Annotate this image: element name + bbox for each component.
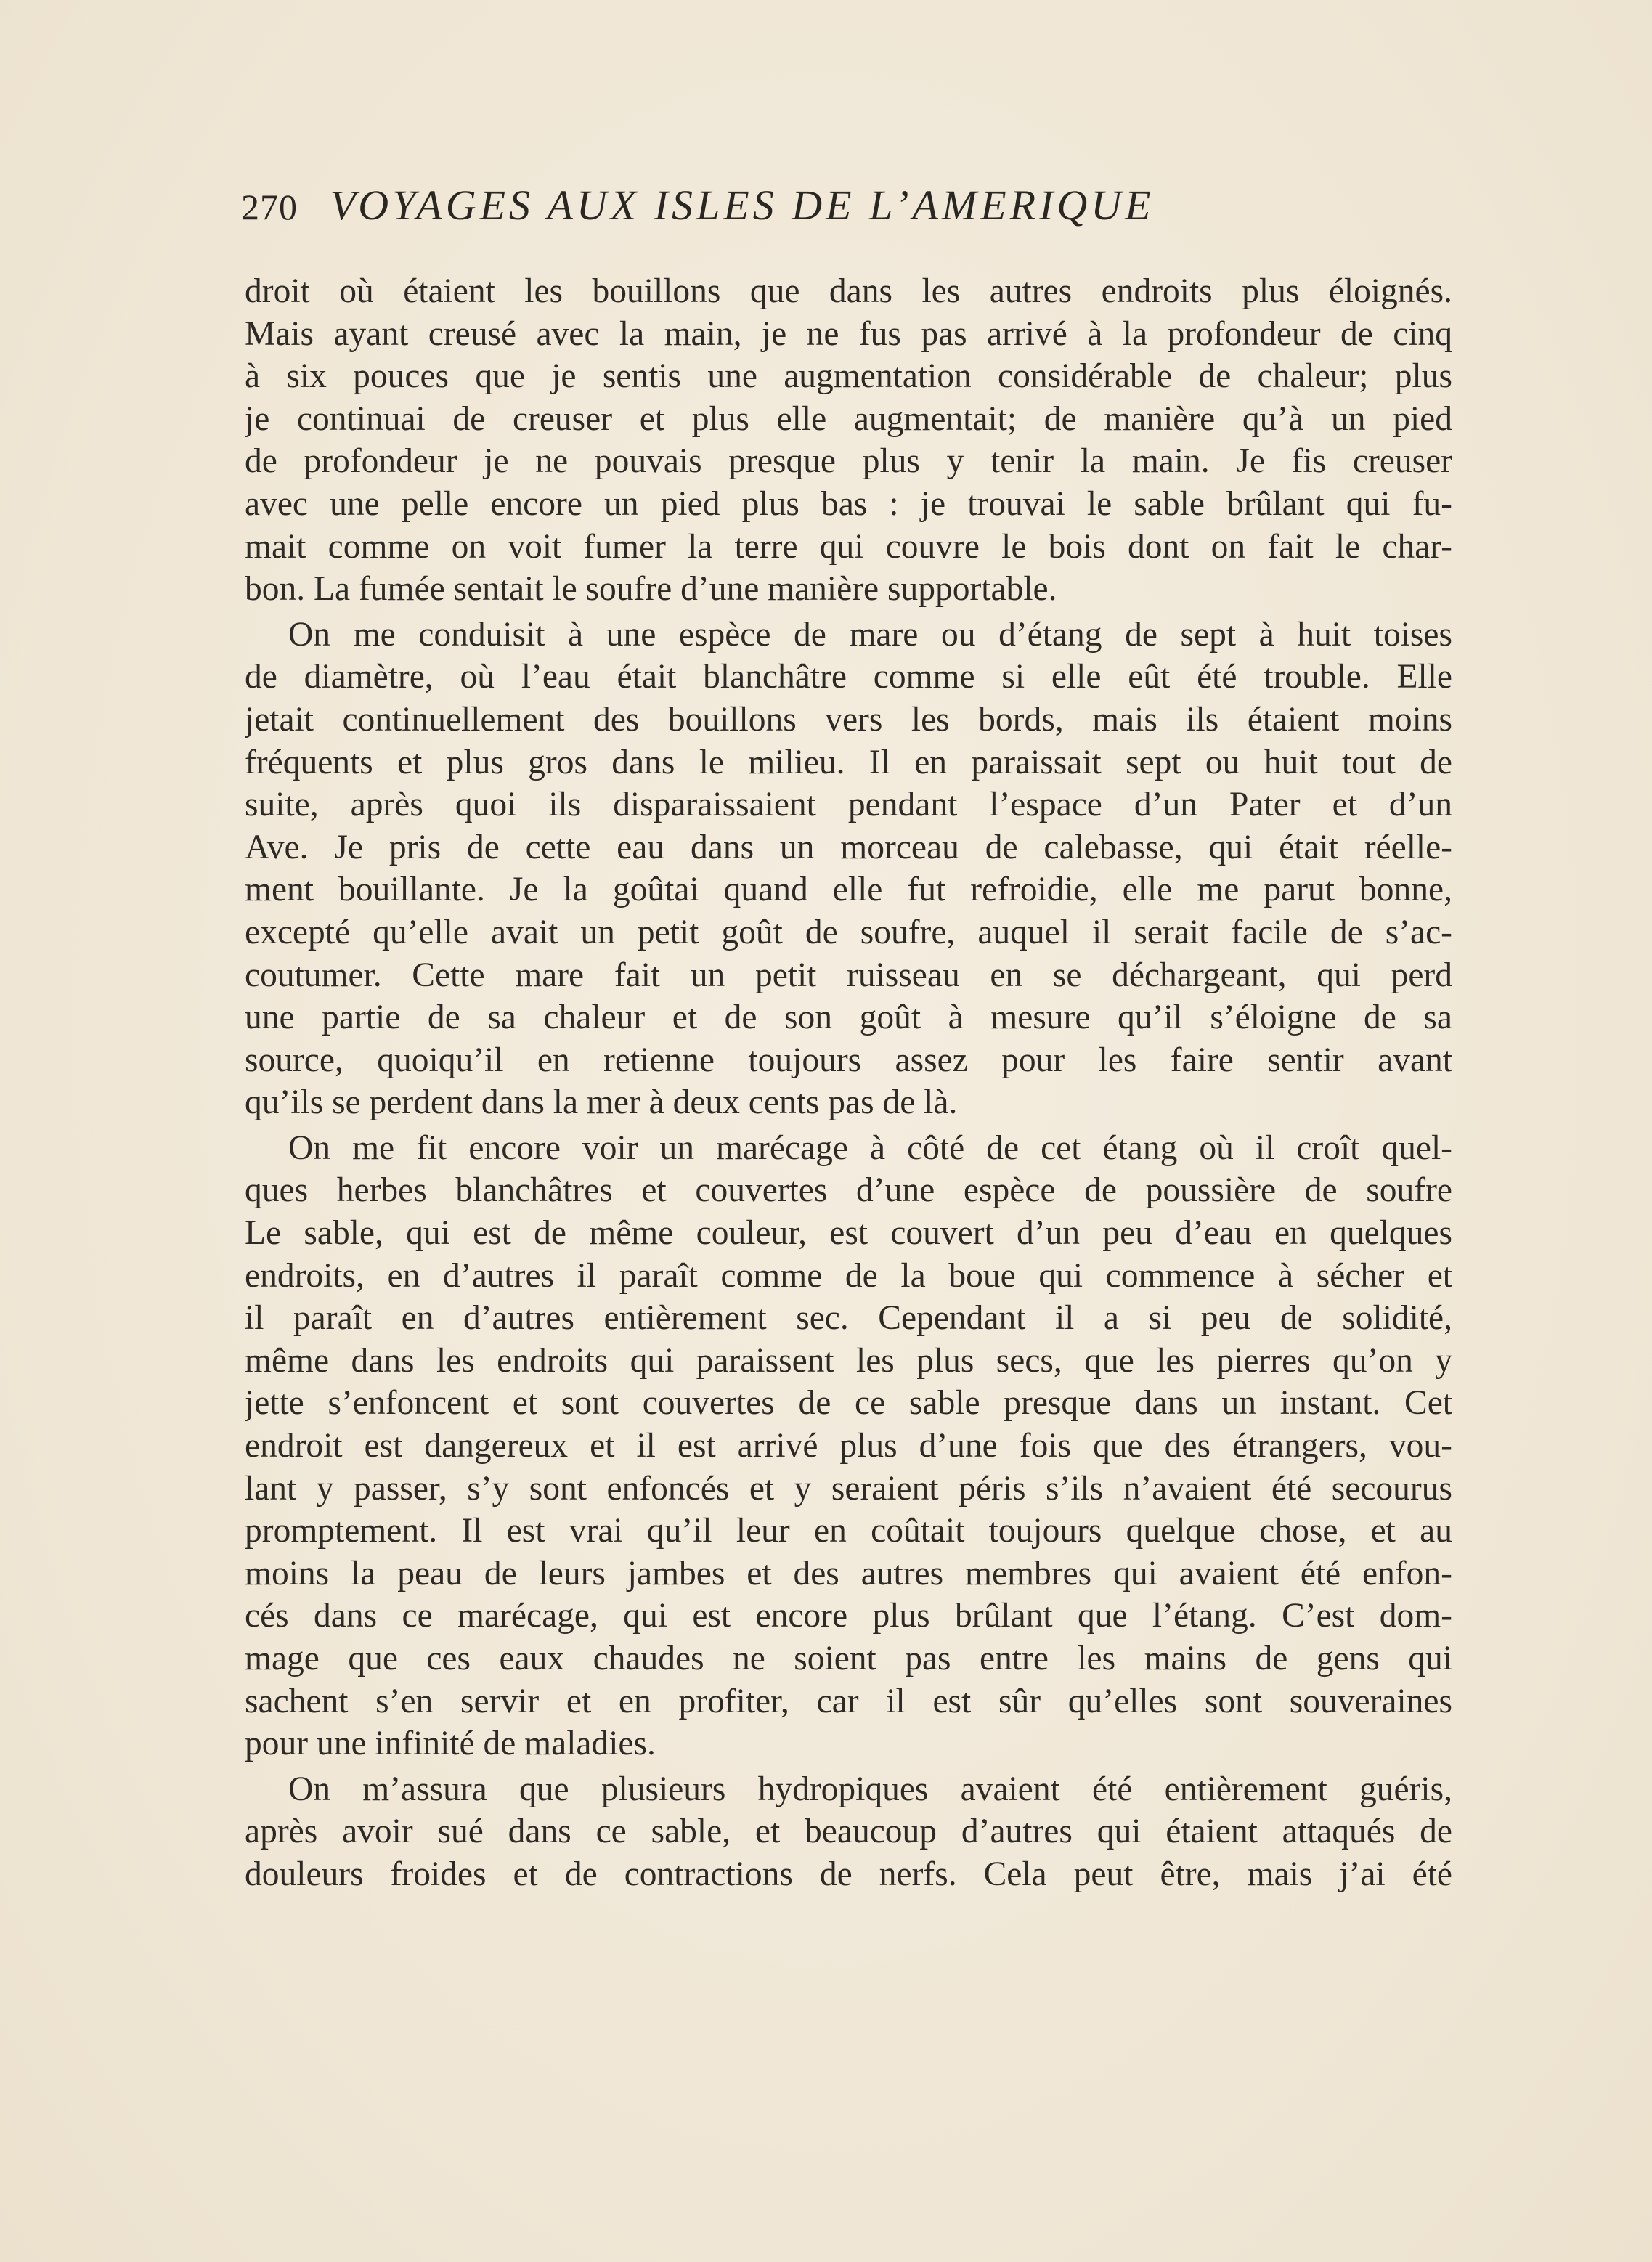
running-head bbox=[241, 173, 1461, 240]
text-line: mage que ces eaux chaudes ne soient pas entre les mains de gens qui bbox=[245, 1640, 1452, 1677]
text-line: de profondeur je ne pouvais presque plus y tenir la main. Je fis creuser bbox=[245, 442, 1452, 481]
text-line: mait comme on voit fumer la terre qui couvre le bois dont on fait le char- bbox=[245, 527, 1452, 566]
text-line: On m’assura que plusieurs hydropiques avaient été entièrement guéris, bbox=[288, 1770, 1452, 1808]
text-line: Le sable, qui est de même couleur, est couvert d’un peu d’eau en quelques bbox=[245, 1214, 1452, 1253]
paragraph-2 bbox=[245, 614, 1452, 1124]
text-line: ques herbes blanchâtres et couvertes d’une espèce de poussière de soufre bbox=[245, 1171, 1452, 1210]
text-line: je continuai de creuser et plus elle augmentait; de manière qu’à un pied bbox=[245, 399, 1452, 438]
text-line: qu’ils se perdent dans la mer à deux cents pas de là. bbox=[245, 1083, 958, 1122]
text-line: bon. La fumée sentait le soufre d’une manière supportable. bbox=[245, 570, 1057, 609]
text-line: endroit est dangereux et il est arrivé plus d’une fois que des étrangers, vou- bbox=[245, 1427, 1452, 1465]
paragraph-4 bbox=[245, 1768, 1452, 1896]
text-line: coutumer. Cette mare fait un petit ruisseau en se déchargeant, qui perd bbox=[245, 956, 1452, 994]
text-line: endroits, en d’autres il paraît comme de la boue qui commence à sécher et bbox=[245, 1256, 1452, 1295]
text-line: jetait continuellement des bouillons vers les bords, mais ils étaient moins bbox=[245, 700, 1452, 739]
text-line: lant y passer, s’y sont enfoncés et y seraient péris s’ils n’avaient été secourus bbox=[245, 1469, 1452, 1508]
text-line: avec une pelle encore un pied plus bas : je trouvai le sable brûlant qui fu- bbox=[245, 484, 1452, 523]
text-line: moins la peau de leurs jambes et des autres membres qui avaient été enfon- bbox=[245, 1554, 1452, 1592]
text-line: il paraît en d’autres entièrement sec. Cependant il a si peu de solidité, bbox=[245, 1299, 1452, 1338]
text-line: une partie de sa chaleur et de son goût à mesure qu’il s’éloigne de sa bbox=[245, 998, 1452, 1037]
text-line: jette s’enfoncent et sont couvertes de ce sable presque dans un instant. Cet bbox=[245, 1384, 1452, 1423]
text-line: On me fit encore voir un marécage à côté de cet étang où il croît quel- bbox=[288, 1128, 1452, 1167]
text-line: excepté qu’elle avait un petit goût de soufre, auquel il serait facile de s’ac- bbox=[245, 913, 1452, 951]
text-line: Mais ayant creusé avec la main, je ne fus pas arrivé à la profondeur de cinq bbox=[245, 314, 1452, 353]
text-line: ment bouillante. Je la goûtai quand elle fut refroidie, elle me parut bonne, bbox=[245, 871, 1452, 909]
running-title: VOYAGES AUX ISLES DE L’AMERIQUE bbox=[330, 182, 1155, 229]
text-line: promptement. Il est vrai qu’il leur en coûtait toujours quelque chose, et au bbox=[245, 1512, 1452, 1550]
paragraph-1 bbox=[245, 270, 1452, 611]
body-text bbox=[245, 270, 1452, 1896]
text-line: droit où étaient les bouillons que dans les autres endroits plus éloignés. bbox=[245, 272, 1452, 310]
paragraph-3 bbox=[245, 1127, 1452, 1765]
text-line: pour une infinité de maladies. bbox=[245, 1725, 656, 1763]
page-number: 270 bbox=[241, 187, 298, 227]
text-line: suite, après quoi ils disparaissaient pendant l’espace d’un Pater et d’un bbox=[245, 786, 1452, 824]
text-line: Ave. Je pris de cette eau dans un morceau de calebasse, qui était réelle- bbox=[245, 828, 1452, 866]
text-line: fréquents et plus gros dans le milieu. Il en paraissait sept ou huit tout de bbox=[245, 743, 1452, 781]
text-line: même dans les endroits qui paraissent les plus secs, que les pierres qu’on y bbox=[245, 1341, 1452, 1380]
text-line: après avoir sué dans ce sable, et beaucoup d’autres qui étaient attaqués de bbox=[245, 1813, 1452, 1851]
text-line: douleurs froides et de contractions de nerfs. Cela peut être, mais j’ai été bbox=[245, 1855, 1452, 1893]
text-line: cés dans ce marécage, qui est encore plus brûlant que l’étang. C’est dom- bbox=[245, 1597, 1452, 1635]
text-line: de diamètre, où l’eau était blanchâtre comme si elle eût été trouble. Elle bbox=[245, 658, 1452, 696]
text-line: On me conduisit à une espèce de mare ou d’étang de sept à huit toises bbox=[288, 615, 1452, 654]
text-line: source, quoiqu’il en retienne toujours assez pour les faire sentir avant bbox=[245, 1041, 1452, 1079]
text-line: sachent s’en servir et en profiter, car il est sûr qu’elles sont souveraines bbox=[245, 1682, 1452, 1720]
text-line: à six pouces que je sentis une augmentation considérable de chaleur; plus bbox=[245, 357, 1452, 396]
